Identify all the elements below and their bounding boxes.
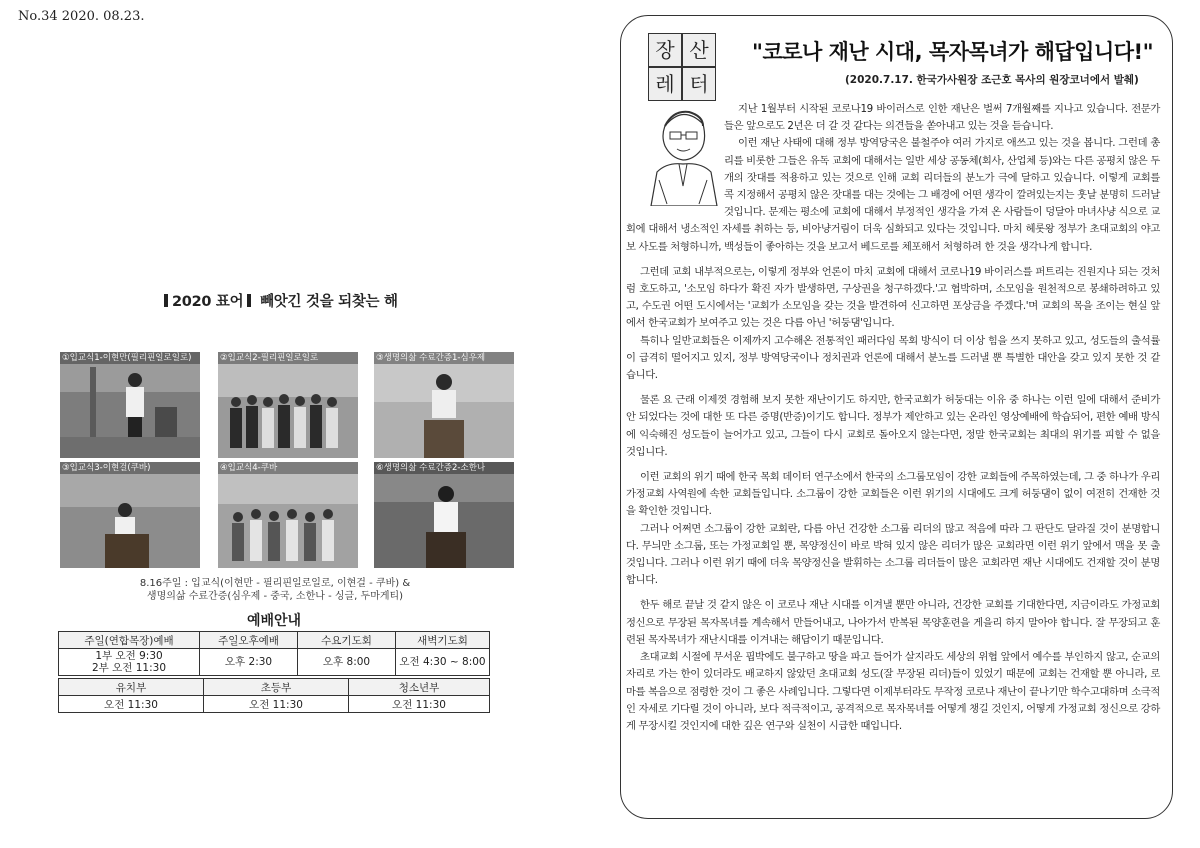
- paragraph-7: 그러나 어쩌면 소그룹이 강한 교회란, 다름 아닌 건강한 소그룹 리더의 많고 적음에 따라 그 판단도 달라질 것이 분명합니다. 무늬만 소그룹, 또는 가정교회일 뿐, 목양정신이 바로 박혀 있지 않은 리더가 많은 교회라면 이런 위기 앞에서 맥을 못 출 것입니다. 그러나 이런 위기 때에 더욱 목양정신을 발휘하는 소그룹 리더들이 많은 교회라면 재난 시대에도 건재할 것이 분명합니다.: [626, 522, 1160, 587]
- photo-grid: [60, 352, 490, 570]
- motto-label: 2020 표어: [172, 294, 244, 310]
- issue-number: No.34 2020. 08.23.: [18, 9, 145, 24]
- paragraph-8: 한두 해로 끝날 것 같지 않은 이 코로나 재난 시대를 이겨낼 뿐만 아니라, 건강한 교회를 기대한다면, 지금이라도 가정교회 정신으로 무장된 목자목녀를 계속해서 만들어내고, 나아가서 반복된 목양훈련을 게을리 하지 말아야 합니다. 잘 무장되고 훈련된 목자목녀가 재난시대를 이겨내는 해답이기 때문입니다.: [626, 599, 1160, 646]
- tag-char-1: 장: [648, 33, 682, 67]
- photo-caption-3: ③생명의삶 수료간증1-심우제: [374, 352, 514, 364]
- testimony-photo-icon: [374, 462, 514, 568]
- letter-body: [626, 101, 1160, 735]
- motto-text: 빼앗긴 것을 되찾는 해: [260, 294, 398, 310]
- header-elementary: 초등부: [204, 679, 349, 696]
- paragraph-1: 지난 1월부터 시작된 코로나19 바이러스로 인한 재난은 벌써 7개월째를 지나고 있습니다. 전문가들은 앞으로도 2년은 더 갈 것 같다는 의견들을 쏟아내고 있는 것을 듣습니다.: [724, 103, 1160, 133]
- paragraph-9: 초대교회 시절에 무서운 핍박에도 불구하고 땅을 파고 들어가 살지라도 세상의 위협 앞에서 예수를 부인하지 않고, 순교의 자리로 가는 한이 있더라도 배교하지 않았던 초대교회 성도(잘 무장된 리더)들이 있었기 때문에 교회는 건재할 뿐 아니라, 로마를 복음으로 점령한 것이 그 좋은 사례입니다. 그렇다면 이제부터라도 무작정 코로나 재난이 끝나기만 학수고대하며 소극적인 자세로 기다릴 것이 아니라, 보다 적극적이고, 공격적으로 목자목녀를 어떻게 챙길 것인지, 어떻게 가정교회 정신으로 강하게 무장시킬 것인지에 대한 깊은 연구와 실천이 시급한 때입니다.: [626, 651, 1160, 732]
- photo-4: [60, 462, 200, 568]
- group-photo-icon: [218, 352, 358, 458]
- header-dawn-prayer: 새벽기도회: [396, 632, 490, 649]
- sunday-service-1: 1부 오전 9:30: [95, 650, 163, 662]
- photo-description: [100, 577, 450, 603]
- paragraph-3: 그런데 교회 내부적으로는, 이렇게 정부와 언론이 마치 교회에 대해서 코로나19 바이러스를 퍼트리는 진원지나 되는 것처럼 호도하고, '소모임 하다가 확진 자가 발생하면, 구상권을 청구하겠다.'고 협박하며, 소모임을 원천적으로 봉쇄하려하고 있고, 수도권 어떤 도시에서는 '교회가 소모임을 갖는 것을 발견하여 신고하면 포상금을 주겠다.'며 교회의 목을 조이는 현실 앞에서 한국교회가 보여주고 있는 것은 다름 아닌 '허둥댐'입니다.: [626, 265, 1160, 330]
- photo-6: [374, 462, 514, 568]
- paragraph-2: 이런 재난 사태에 대해 정부 방역당국은 불철주야 여러 가지로 애쓰고 있는 것을 봅니다. 그런데 총리를 비롯한 그들은 유독 교회에 대해서는 일반 세상 공동체(회사, 산업체 등)와는 다른 공평치 않은 두 개의 잣대를 적용하고 있는 것으로 인해 교회 리더들의 분노가 극에 달하고 있습니다. 이렇게 교회를 콕 지정해서 공평치 않은 잣대를 대는 것에는 그 배경에 어떤 생각이 깔려있는지는 훗날 분명히 드러날 것입니다. 문제는 평소에 교회에 대해서 부정적인 생각을 가져 온 사람들이 덩달아 마녀사냥 식으로 교회에 대해서 냉소적인 자세를 취하는 등, 비아냥거림이 더욱 심화되고 있다는 것입니다. 마치 헤롯왕 정부가 초대교회의 야고보 사도를 처형하니까, 백성들이 좋아하는 것을 보고서 베드로를 체포해서 처형하려 한 것을 생각나게 합니다.: [626, 137, 1160, 253]
- worship-info-title: 예배안내: [58, 610, 490, 633]
- header-youth: 청소년부: [349, 679, 490, 696]
- motto-bar-icon: [164, 294, 168, 307]
- photo-caption-5: ④입교식4-쿠바: [218, 462, 358, 474]
- header-kindergarten: 유치부: [59, 679, 204, 696]
- annual-motto: [160, 290, 460, 311]
- photo-caption-4: ③입교식3-이현걸(쿠바): [60, 462, 200, 474]
- group-photo-icon: [218, 462, 358, 568]
- header-sunday-service: 주일(연합목장)예배: [59, 632, 200, 649]
- worship-schedule-table: [58, 631, 490, 676]
- testimony-photo-icon: [374, 352, 514, 458]
- dawn-prayer-time: 오전 4:30 ~ 8:00: [396, 649, 490, 676]
- photo-description-line2: 생명의삶 수료간증(심우제 - 중국, 소한나 - 싱글, 두마게티): [146, 591, 404, 602]
- afternoon-service-time: 오후 2:30: [200, 649, 298, 676]
- school-schedule-table: [58, 678, 490, 713]
- wednesday-prayer-time: 오후 8:00: [298, 649, 396, 676]
- kindergarten-time: 오전 11:30: [59, 696, 204, 713]
- sunday-service-times: [59, 649, 200, 676]
- youth-time: 오전 11:30: [349, 696, 490, 713]
- paragraph-5: 물론 요 근래 이제껏 경험해 보지 못한 재난이기도 하지만, 한국교회가 허둥대는 이유 중 하나는 이런 일에 대해서 준비가 안 되었다는 것에 대한 또 다른 증명(반증)이기도 합니다. 정부가 제안하고 있는 온라인 영상예배에 학습되어, 편한 예배 방식에 익숙해진 성도들이 늘어가고 있고, 그들이 다시 교회로 돌아오지 않는다면, 정말 한국교회는 최대의 위기를 피할 수 없을 것입니다.: [626, 394, 1160, 458]
- header-wednesday-prayer: 수요기도회: [298, 632, 396, 649]
- photo-caption-2: ②입교식2-필리핀일로일로: [218, 352, 358, 364]
- photo-caption-1: ①입교식1-이현만(필리핀일로일로): [60, 352, 200, 364]
- header-afternoon-service: 주일오후예배: [200, 632, 298, 649]
- paragraph-6: 이런 교회의 위기 때에 한국 목회 데이터 연구소에서 한국의 소그룹모임이 강한 교회들에 주목하였는데, 그 중 하나가 우리 가정교회 사역원에 속한 교회들입니다. 소그룹이 강한 교회들은 이런 위기의 시대에도 크게 허둥댐이 없이 여전히 건재한 것을 확인한 것입니다.: [626, 471, 1160, 518]
- photo-caption-6: ⑥생명의삶 수료간증2-소한나: [374, 462, 514, 474]
- photo-3: [374, 352, 514, 458]
- elementary-time: 오전 11:30: [204, 696, 349, 713]
- tag-char-2: 산: [682, 33, 716, 67]
- photo-1: [60, 352, 200, 458]
- tag-char-3: 레: [648, 67, 682, 101]
- sunday-service-2: 2부 오전 11:30: [91, 662, 167, 674]
- letter-headline: "코로나 재난 시대, 목자목녀가 해답입니다!": [752, 40, 1154, 64]
- paragraph-4: 특히나 일반교회들은 이제까지 고수해온 전통적인 패러다임 목회 방식이 더 이상 힘을 쓰지 못하고 있고, 성도들의 출석률이 급격히 떨어지고 있지, 정부 방역당국이나 정치권과 언론에 대해서 분노를 드러낼 뿐 특별한 대안을 갖고 있지 못한 것 같습니다.: [626, 334, 1160, 382]
- photo-description-line1: 8.16주일 : 입교식(이현만 - 필리핀일로일로, 이현걸 - 쿠바) &: [139, 578, 411, 589]
- letter-source: (2020.7.17. 한국가사원장 조근호 목사의 원장코너에서 발췌): [845, 74, 1139, 86]
- church-photo-icon: [60, 352, 200, 458]
- photo-2: [218, 352, 358, 458]
- photo-5: [218, 462, 358, 568]
- church-photo-icon: [60, 462, 200, 568]
- motto-bar-icon: [247, 294, 251, 307]
- tag-char-4: 터: [682, 67, 716, 101]
